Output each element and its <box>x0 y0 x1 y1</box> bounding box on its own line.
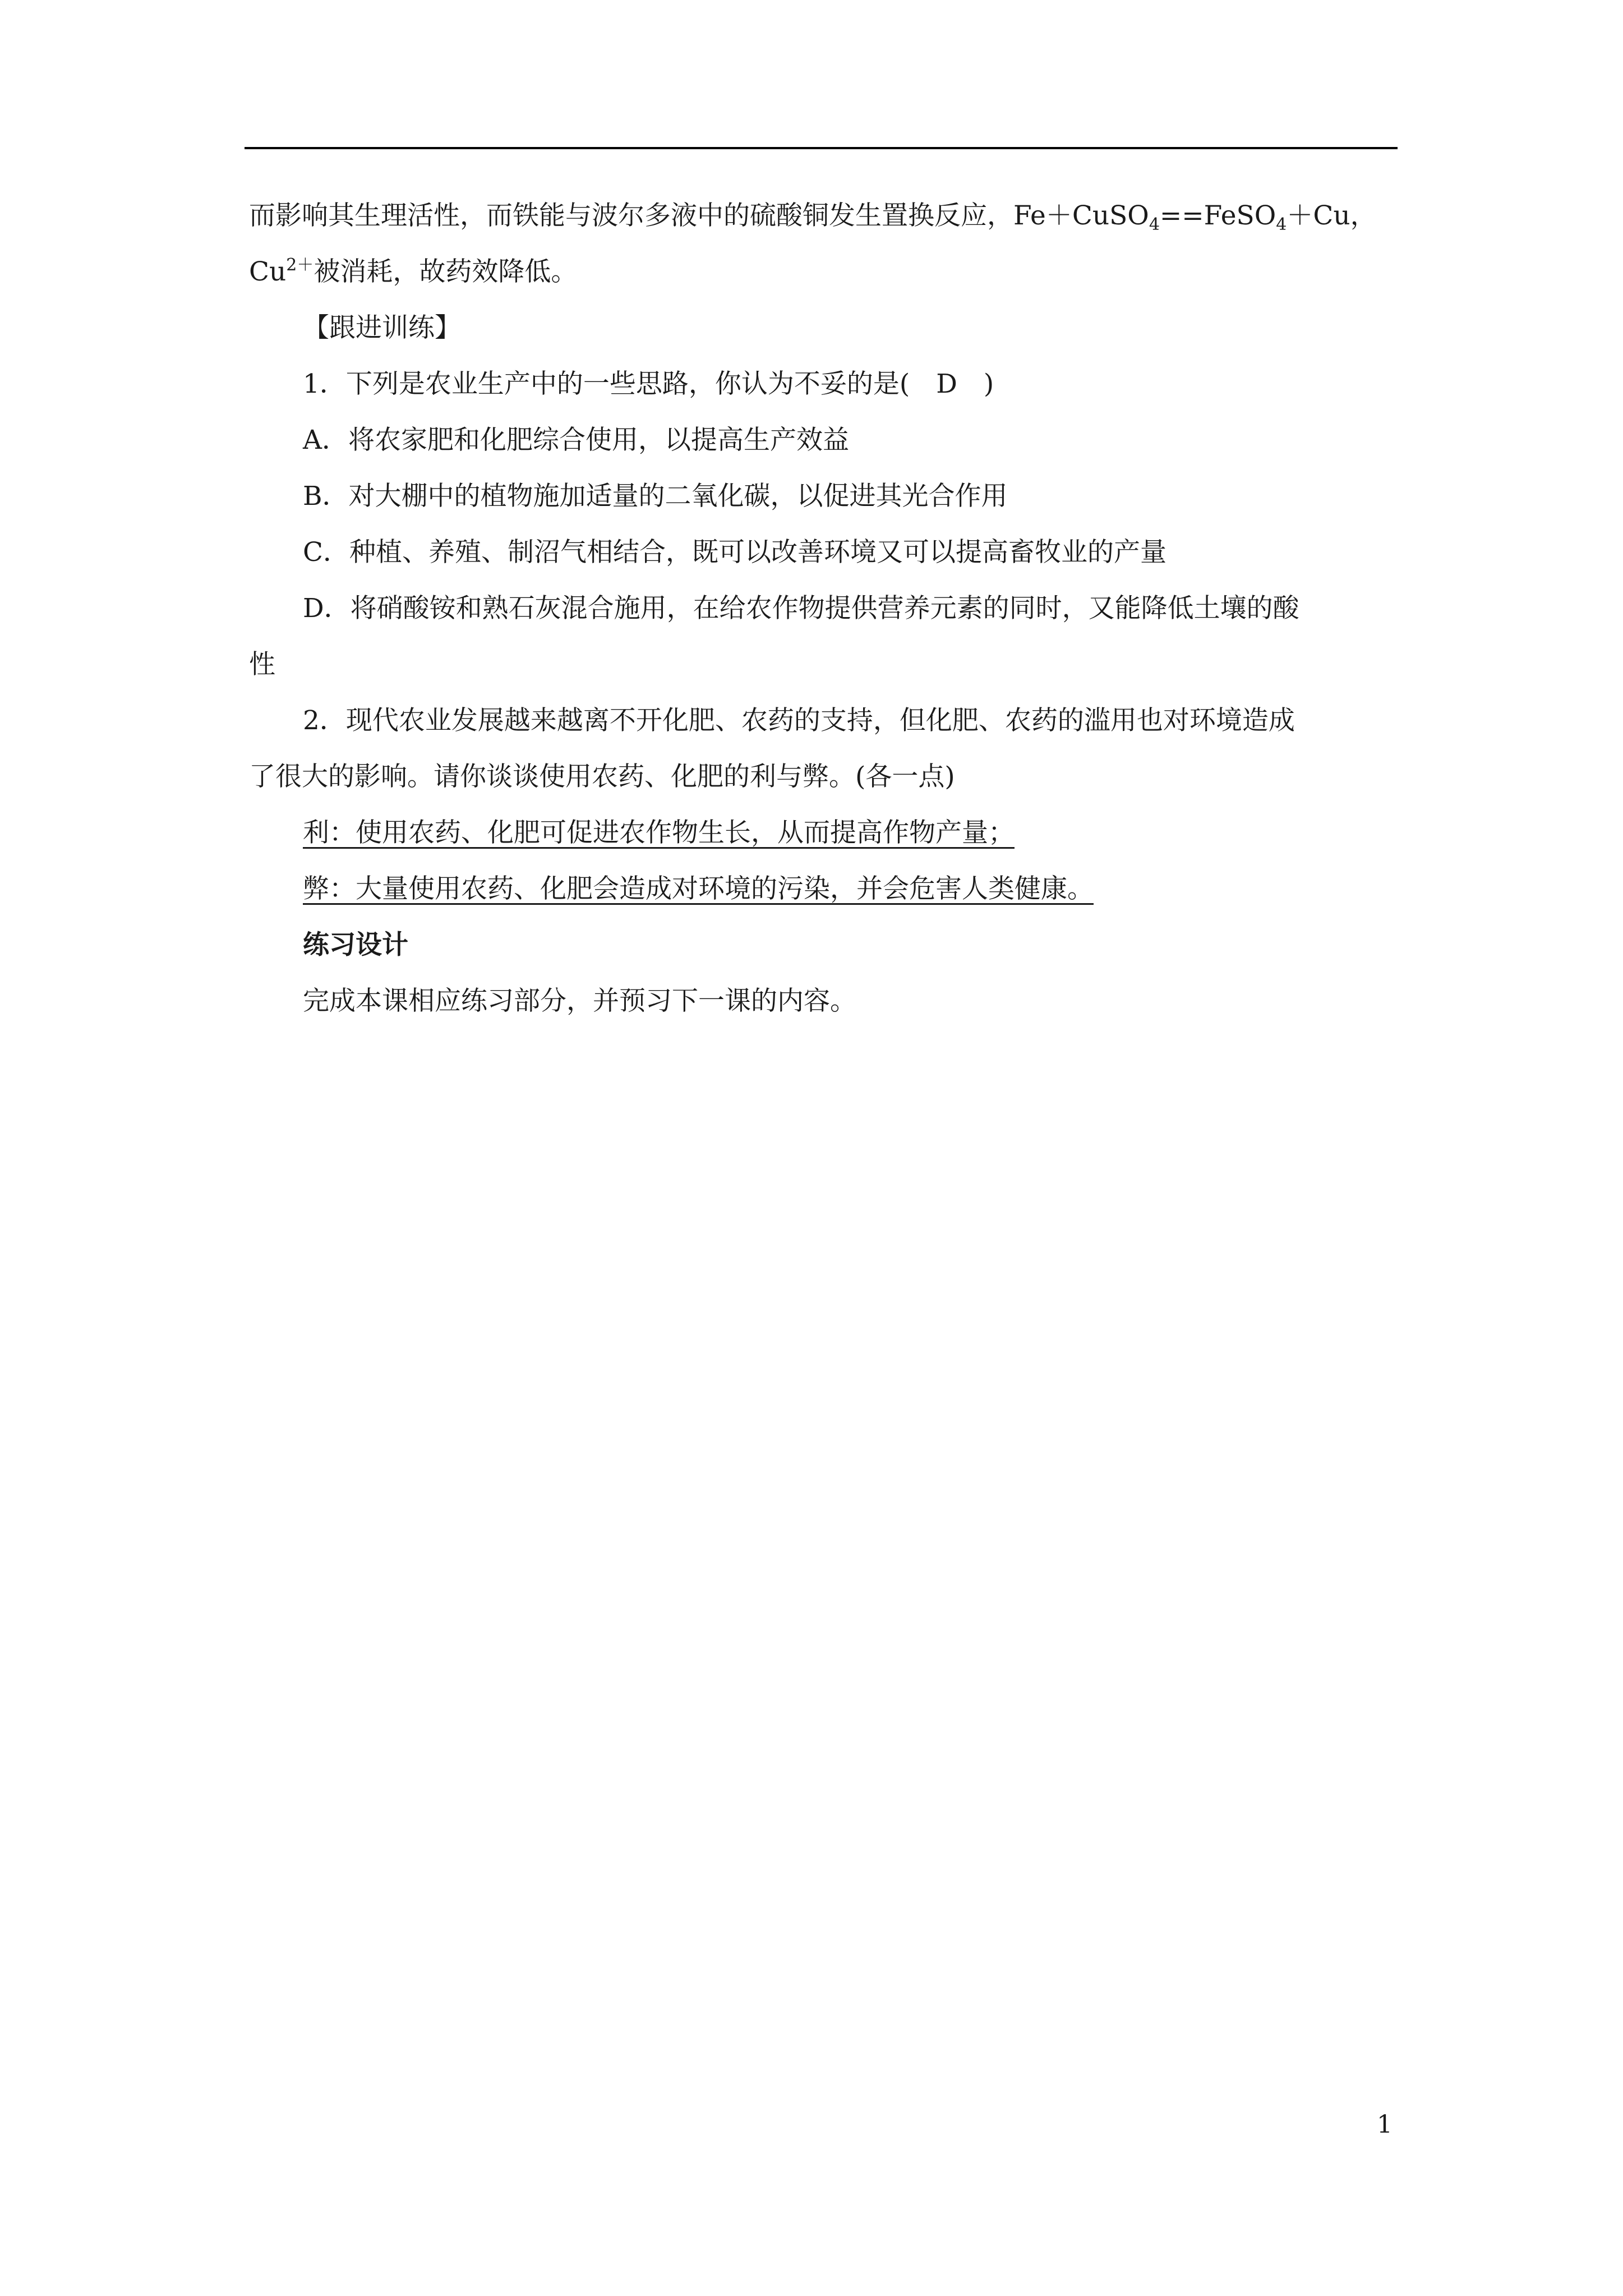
line2-text: 被消耗，故药效降低。 <box>313 256 578 287</box>
practice-title: 练习设计 <box>303 930 408 960</box>
section-title: 【跟进训练】 <box>303 312 461 343</box>
answer-harm: 弊：大量使用农药、化肥会造成对环境的污染，并会危害人类健康。 <box>303 873 1094 904</box>
page-number: 1 <box>1377 2110 1393 2139</box>
option-b: B．对大棚中的植物施加适量的二氧化碳，以促进其光合作用 <box>303 481 1008 512</box>
answer-benefit: 利：使用农药、化肥可促进农作物生长，从而提高作物产量； <box>303 817 1015 848</box>
option-c: C．种植、养殖、制沼气相结合，既可以改善环境又可以提高畜牧业的产量 <box>303 537 1166 568</box>
paragraph-line-2 <box>249 255 577 289</box>
option-d-line-1: D．将硝酸铵和熟石灰混合施用，在给农作物提供营养元素的同时，又能降低土壤的酸 <box>303 593 1299 624</box>
question-1-stem: 1．下列是农业生产中的一些思路，你认为不妥的是( D ) <box>303 369 994 399</box>
option-d-line-2: 性 <box>249 649 275 680</box>
line1-end: ＋Cu， <box>1287 200 1377 231</box>
header-rule <box>245 147 1398 149</box>
line1-equation: ==FeSO <box>1159 200 1276 231</box>
line1-text: 而影响其生理活性，而铁能与波尔多液中的硫酸铜发生置换反应，Fe＋CuSO <box>249 200 1149 231</box>
subscript-4: 4 <box>1276 215 1287 234</box>
subscript-4: 4 <box>1149 215 1160 234</box>
question-2-line-2: 了很大的影响。请你谈谈使用农药、化肥的利与弊。(各一点) <box>249 761 955 792</box>
copper-symbol: Cu <box>249 256 287 287</box>
question-2-line-1: 2．现代农业发展越来越离不开化肥、农药的支持，但化肥、农药的滥用也对环境造成 <box>303 705 1295 736</box>
option-a: A．将农家肥和化肥综合使用，以提高生产效益 <box>303 425 849 455</box>
practice-text: 完成本课相应练习部分，并预习下一课的内容。 <box>303 986 856 1016</box>
paragraph-line-1 <box>249 199 1377 233</box>
charge-superscript: 2＋ <box>286 255 314 275</box>
